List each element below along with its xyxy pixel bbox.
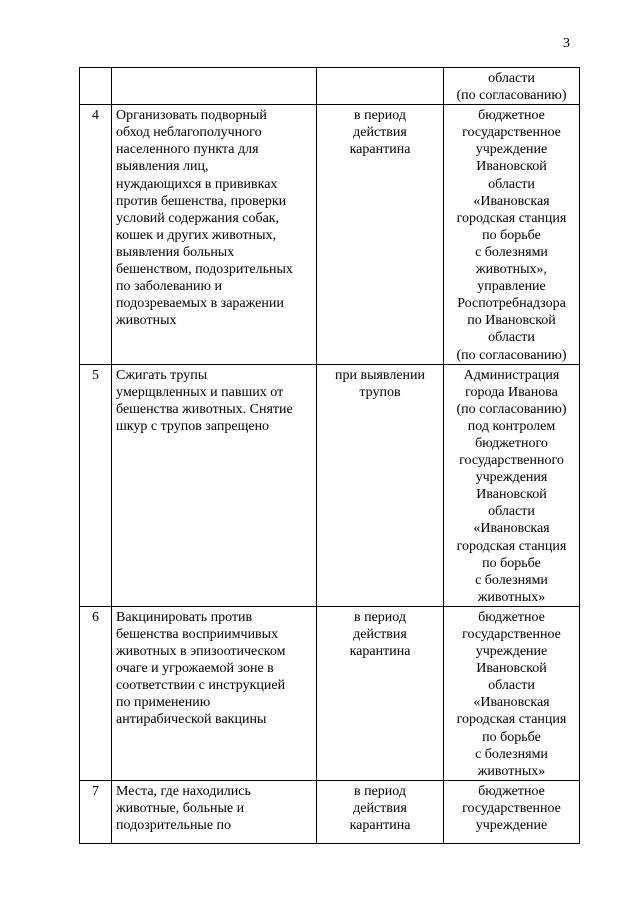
responsible-line: под контролем	[467, 418, 556, 434]
task-line: подозрительные по	[116, 818, 232, 834]
responsible-line: области	[488, 678, 535, 694]
responsible-line: учреждения	[475, 470, 548, 486]
task-cell	[112, 780, 317, 843]
responsible-line: городская станция	[456, 538, 567, 554]
responsible-line: Ивановской	[476, 661, 547, 677]
term-line: карантина	[349, 644, 411, 660]
task-line: шкур с трупов запрещено	[116, 418, 270, 434]
responsible-line: с болезнями	[475, 572, 548, 588]
responsible-line: «Ивановская	[473, 521, 550, 537]
task-line: подозреваемых в заражении	[116, 296, 284, 312]
measures-table	[79, 67, 580, 844]
responsible-line: государственного	[459, 453, 564, 469]
task-line: обход неблагополучного	[116, 125, 262, 141]
term-cell	[317, 364, 444, 606]
task-line: кошек и других животных,	[116, 227, 277, 243]
responsible-line: государственное	[462, 800, 561, 816]
task-line: очаге и угрожаемой зоне в	[116, 661, 274, 677]
responsible-line: «Ивановская	[473, 193, 550, 209]
task-line: Сжигать трупы	[116, 367, 208, 383]
responsible-line: области	[488, 504, 535, 520]
task-cell	[112, 364, 317, 606]
term-line: карантина	[349, 818, 411, 834]
task-line: нуждающихся в прививках	[116, 176, 278, 192]
term-line: в период	[353, 609, 407, 625]
task-line: животных в эпизоотическом	[116, 644, 286, 660]
responsible-line: с болезнями	[475, 746, 548, 762]
task-line: выявления больных	[116, 244, 235, 260]
task-line: выявления лиц,	[116, 159, 209, 175]
task-cell	[112, 606, 317, 780]
responsible-line: городская станция	[456, 712, 567, 728]
table-row	[80, 780, 580, 843]
term-line: карантина	[349, 142, 411, 158]
table-row	[80, 364, 580, 606]
table-row	[80, 105, 580, 364]
responsible-line: управление	[477, 279, 546, 295]
responsible-line: учреждение	[475, 644, 548, 660]
term-cell	[317, 606, 444, 780]
responsible-line: Администрация	[463, 367, 560, 383]
term-line: в период	[353, 783, 407, 799]
responsible-line: области	[488, 330, 535, 346]
row-number-cell: 6	[80, 606, 112, 780]
responsible-line: Ивановской	[476, 487, 547, 503]
responsible-line: учреждение	[475, 818, 548, 834]
responsible-line: бюджетное	[478, 609, 545, 625]
responsible-line: Ивановской	[476, 159, 547, 175]
page-number: 3	[563, 36, 570, 51]
responsible-cell	[444, 68, 580, 105]
responsible-cell	[444, 780, 580, 843]
responsible-line: (по согласованию)	[456, 347, 567, 363]
responsible-cell	[444, 606, 580, 780]
responsible-cell	[444, 364, 580, 606]
responsible-line: бюджетное	[478, 783, 545, 799]
responsible-line: бюджетное	[478, 108, 545, 124]
responsible-line: по борьбе	[482, 555, 541, 571]
term-cell	[317, 105, 444, 364]
task-line: условий содержания собак,	[116, 210, 280, 226]
responsible-line: (по согласованию)	[456, 401, 567, 417]
responsible-line: государственное	[462, 627, 561, 642]
term-line: действия	[353, 800, 407, 816]
task-line: по применению	[116, 695, 211, 711]
table-body	[80, 68, 580, 844]
responsible-line: области	[488, 176, 535, 192]
term-line: действия	[353, 125, 407, 141]
responsible-line: животных»,	[475, 262, 547, 278]
term-line: действия	[353, 627, 407, 642]
table-row	[80, 68, 580, 105]
responsible-line: государственное	[462, 125, 561, 141]
responsible-cell	[444, 105, 580, 364]
task-line: бешенством, подозрительных	[116, 262, 293, 278]
term-cell	[317, 780, 444, 843]
row-number-cell: 4	[80, 105, 112, 364]
task-line: антирабической вакцины	[116, 712, 267, 728]
responsible-line: с болезнями	[475, 244, 548, 260]
responsible-line: (по согласованию)	[456, 88, 567, 104]
term-line: трупов	[359, 384, 401, 400]
table-row	[80, 606, 580, 780]
responsible-line: области	[488, 71, 535, 86]
row-number-cell: 7	[80, 780, 112, 843]
task-line: животные, больные и	[116, 800, 245, 816]
row-number-cell	[80, 68, 112, 105]
task-line: животных	[116, 313, 177, 329]
task-line: бешенства восприимчивых	[116, 627, 279, 642]
task-line: против бешенства, проверки	[116, 193, 287, 209]
term-line: в период	[353, 108, 407, 124]
responsible-line: города Иванова	[465, 384, 558, 400]
responsible-line: Роспотребнадзора	[457, 296, 566, 312]
task-line: Организовать подворный	[116, 108, 267, 124]
responsible-line: животных»	[477, 589, 546, 605]
task-cell	[112, 105, 317, 364]
task-line: соответствии с инструкцией	[116, 678, 286, 694]
responsible-line: по Ивановской	[467, 313, 556, 329]
row-number-cell: 5	[80, 364, 112, 606]
responsible-line: бюджетного	[475, 435, 548, 451]
responsible-line: «Ивановская	[473, 695, 550, 711]
task-line: Вакцинировать против	[116, 609, 253, 625]
task-line: населенного пункта для	[116, 142, 259, 158]
term-cell	[317, 68, 444, 105]
responsible-line: учреждение	[475, 142, 548, 158]
responsible-line: по борьбе	[482, 227, 541, 243]
responsible-line: городская станция	[456, 210, 567, 226]
term-line: при выявлении	[334, 367, 426, 383]
task-line: бешенства животных. Снятие	[116, 401, 293, 417]
task-line: Места, где находились	[116, 783, 251, 799]
task-line: по заболеванию и	[116, 279, 222, 295]
responsible-line: животных»	[477, 763, 546, 779]
task-line: умерщвленных и павших от	[116, 384, 284, 400]
responsible-line: по борьбе	[482, 729, 541, 745]
task-cell	[112, 68, 317, 105]
